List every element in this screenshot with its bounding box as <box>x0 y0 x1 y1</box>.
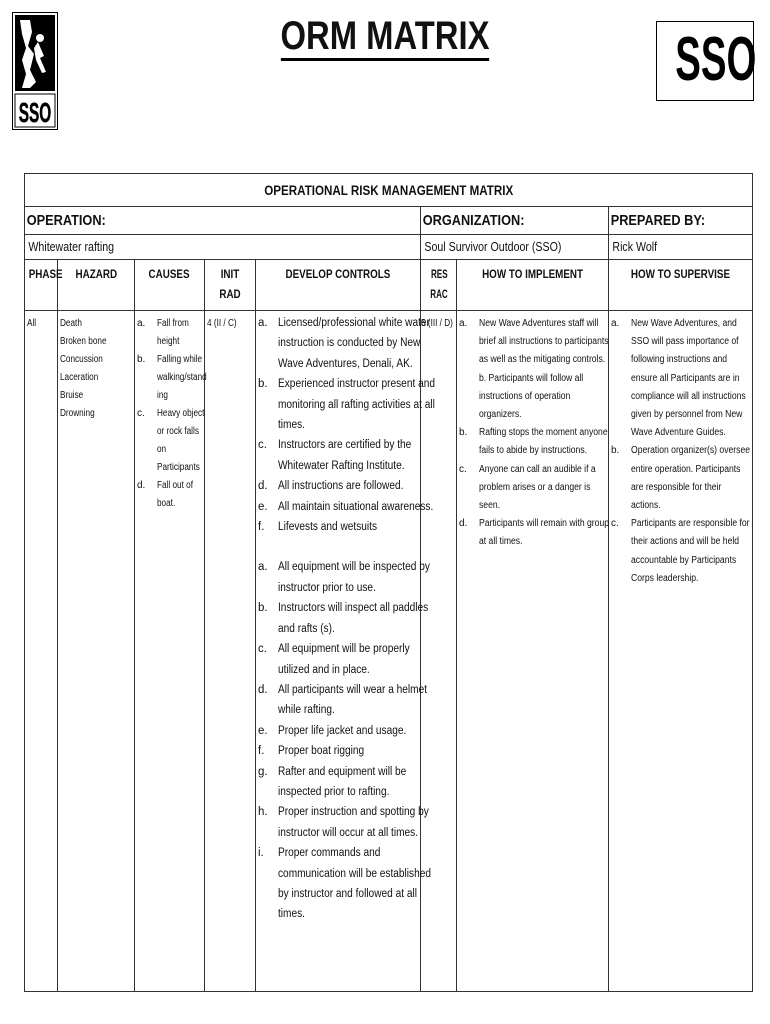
init-rad-value: 4 (II / C) <box>207 318 237 329</box>
phase-cell <box>25 311 58 992</box>
control-marker: a. <box>258 317 268 329</box>
matrix-title: OPERATIONAL RISK MANAGEMENT MATRIX <box>264 182 513 198</box>
control-marker: h. <box>258 806 268 819</box>
control-marker: i. <box>258 847 264 860</box>
control-item <box>256 497 434 517</box>
cause-item <box>135 405 205 477</box>
control-item <box>256 741 418 761</box>
control-text: Instructors are certified by the Whitewater Rafting Institute. <box>278 439 412 472</box>
control-text: All participants will wear a helmet while rafting. <box>278 683 428 717</box>
organization-value-cell <box>421 235 609 260</box>
cause-text: Participants <box>157 462 200 473</box>
cause-text: or rock falls <box>157 426 199 437</box>
control-item <box>256 598 429 639</box>
control-item <box>256 721 418 741</box>
control-item <box>256 843 432 925</box>
supervise-cell <box>609 311 753 992</box>
control-marker: b. <box>258 602 268 615</box>
control-text: Proper instruction and spotting by instructor will occur at all times. <box>278 806 429 839</box>
cause-text: on <box>157 444 167 455</box>
control-text: All maintain situational awareness. <box>278 500 434 513</box>
control-item <box>256 476 418 496</box>
prepared-by-value-cell <box>609 235 753 260</box>
control-marker: e. <box>258 500 268 513</box>
control-marker: a. <box>258 561 268 574</box>
control-marker: d. <box>258 480 268 493</box>
hazard-item: Drowning <box>60 408 95 419</box>
control-marker: f. <box>258 521 265 534</box>
cause-marker: a. <box>137 318 146 329</box>
sso-logo-text: SSO <box>675 25 757 94</box>
cause-text: ing <box>157 390 168 401</box>
implement-marker: d. <box>459 518 468 530</box>
control-item <box>256 313 430 374</box>
control-item <box>256 639 418 680</box>
hazard-item: Death <box>60 318 82 329</box>
implement-item <box>457 515 610 551</box>
col-how-to-supervise: HOW TO SUPERVISE <box>609 260 753 311</box>
control-text: Instructors will inspect all paddles and rafts (s). <box>278 602 429 635</box>
supervise-text: Participants are responsible for their actions and will be held accountable by Participants Corps leadership. <box>631 518 750 584</box>
control-item <box>256 435 418 476</box>
matrix-title-cell <box>25 174 753 207</box>
cause-text: walking/stand <box>157 372 207 383</box>
operation-label-cell <box>25 207 421 235</box>
implement-text: Participants will remain with group at all times. <box>479 518 610 548</box>
control-text: All equipment will be properly utilized and in place. <box>278 643 410 676</box>
cause-text: Falling while <box>157 354 203 365</box>
hazard-item: Bruise <box>60 390 84 401</box>
col-phase: PHASE <box>25 260 58 311</box>
cause-text: Fall out of <box>157 480 194 491</box>
implement-item <box>457 315 609 424</box>
supervise-item <box>609 442 750 515</box>
supervise-marker: b. <box>611 445 620 457</box>
control-text: Licensed/professional white water instruction is conducted by New Wave Adventures, Denali, AK. <box>278 317 430 370</box>
control-marker: g. <box>258 765 268 778</box>
hazard-item: Laceration <box>60 372 99 383</box>
implement-cell <box>457 311 609 992</box>
control-item <box>256 762 418 803</box>
organization-label: ORGANIZATION: <box>422 212 525 229</box>
operation-value: Whitewater rafting <box>28 240 115 254</box>
prepared-by-label-cell <box>609 207 753 235</box>
implement-item <box>457 461 606 516</box>
implement-marker: c. <box>459 463 467 475</box>
supervise-item <box>609 515 750 588</box>
cause-marker: b. <box>137 354 146 365</box>
supervise-item <box>609 315 750 442</box>
cause-item <box>135 477 202 513</box>
cause-marker: c. <box>137 408 145 419</box>
implement-marker: a. <box>459 318 468 329</box>
cause-item <box>135 351 207 405</box>
control-text: All equipment will be inspected by instructor prior to use. <box>278 561 430 594</box>
control-text: Proper commands and communication will be established by instructor and followed at all times. <box>278 847 432 921</box>
control-marker: b. <box>258 378 268 391</box>
phase-value: All <box>27 318 37 329</box>
col-res-rac: RES RAC <box>421 260 457 311</box>
implement-text: Rafting stops the moment anyone fails to abide by instructions. <box>479 427 608 457</box>
control-marker: f. <box>258 745 265 758</box>
control-marker: e. <box>258 724 268 737</box>
organization-value: Soul Survivor Outdoor (SSO) <box>424 240 562 254</box>
sso-climber-logo <box>12 12 58 130</box>
orm-matrix-table <box>24 173 753 992</box>
operation-label: OPERATION: <box>26 212 106 229</box>
hazard-item: Broken bone <box>60 336 107 347</box>
control-item <box>256 557 430 598</box>
control-item <box>256 802 429 843</box>
cause-text: Heavy object <box>157 408 205 419</box>
supervise-marker: a. <box>611 318 620 329</box>
col-how-to-implement: HOW TO IMPLEMENT <box>457 260 609 311</box>
col-causes: CAUSES <box>135 260 205 311</box>
supervise-text: Operation organizer(s) oversee entire operation. Participants are responsible for their actions. <box>631 445 751 512</box>
operation-value-cell <box>25 235 421 260</box>
control-marker: c. <box>258 643 267 656</box>
hazard-item: Concussion <box>60 354 103 365</box>
res-rac-value: 5 (III / D) <box>421 318 453 329</box>
control-item <box>256 374 435 435</box>
control-text: Lifevests and wetsuits <box>278 521 378 534</box>
supervise-marker: c. <box>611 518 619 530</box>
control-marker: c. <box>258 439 267 452</box>
control-text: Rafter and equipment will be inspected prior to rafting. <box>278 765 407 798</box>
control-text: Experienced instructor present and monitoring all rafting activities at all times. <box>278 378 435 432</box>
control-text: Proper life jacket and usage. <box>278 724 407 737</box>
organization-label-cell <box>421 207 609 235</box>
hazard-cell <box>58 311 135 992</box>
cause-item <box>135 315 202 351</box>
control-text: Proper boat rigging <box>278 745 365 758</box>
implement-text: New Wave Adventures staff will brief all instructions to participants as well as the mitigating controls. b. Participants will follow all instructions of operation organizers. <box>479 318 609 421</box>
implement-item <box>457 424 606 460</box>
col-hazard: HAZARD <box>58 260 135 311</box>
col-init-rad: INIT RAD <box>205 260 256 311</box>
implement-text: Anyone can call an audible if a problem arises or a danger is seen. <box>479 463 596 512</box>
cause-text: boat. <box>157 498 176 509</box>
sso-logo <box>656 21 757 101</box>
cause-text: height <box>157 336 180 347</box>
col-develop-controls: DEVELOP CONTROLS <box>256 260 421 311</box>
causes-cell <box>135 311 205 992</box>
control-marker: d. <box>258 683 268 696</box>
svg-text:SSO: SSO <box>18 97 52 129</box>
prepared-by-value: Rick Wolf <box>612 240 658 254</box>
controls-cell <box>256 311 435 992</box>
control-item <box>256 517 418 537</box>
control-text: All instructions are followed. <box>278 480 404 493</box>
control-item <box>256 680 428 721</box>
cause-text: Fall from <box>157 318 189 329</box>
implement-marker: b. <box>459 427 468 439</box>
page-title: ORM MATRIX <box>69 14 700 59</box>
supervise-text: New Wave Adventures, and SSO will pass importance of following instructions and ensure all Participants are in compliance will all instructions given by personnel from New Wave Adventure Guides. <box>631 318 746 439</box>
cause-marker: d. <box>137 480 146 491</box>
prepared-by-label: PREPARED BY: <box>610 212 706 229</box>
